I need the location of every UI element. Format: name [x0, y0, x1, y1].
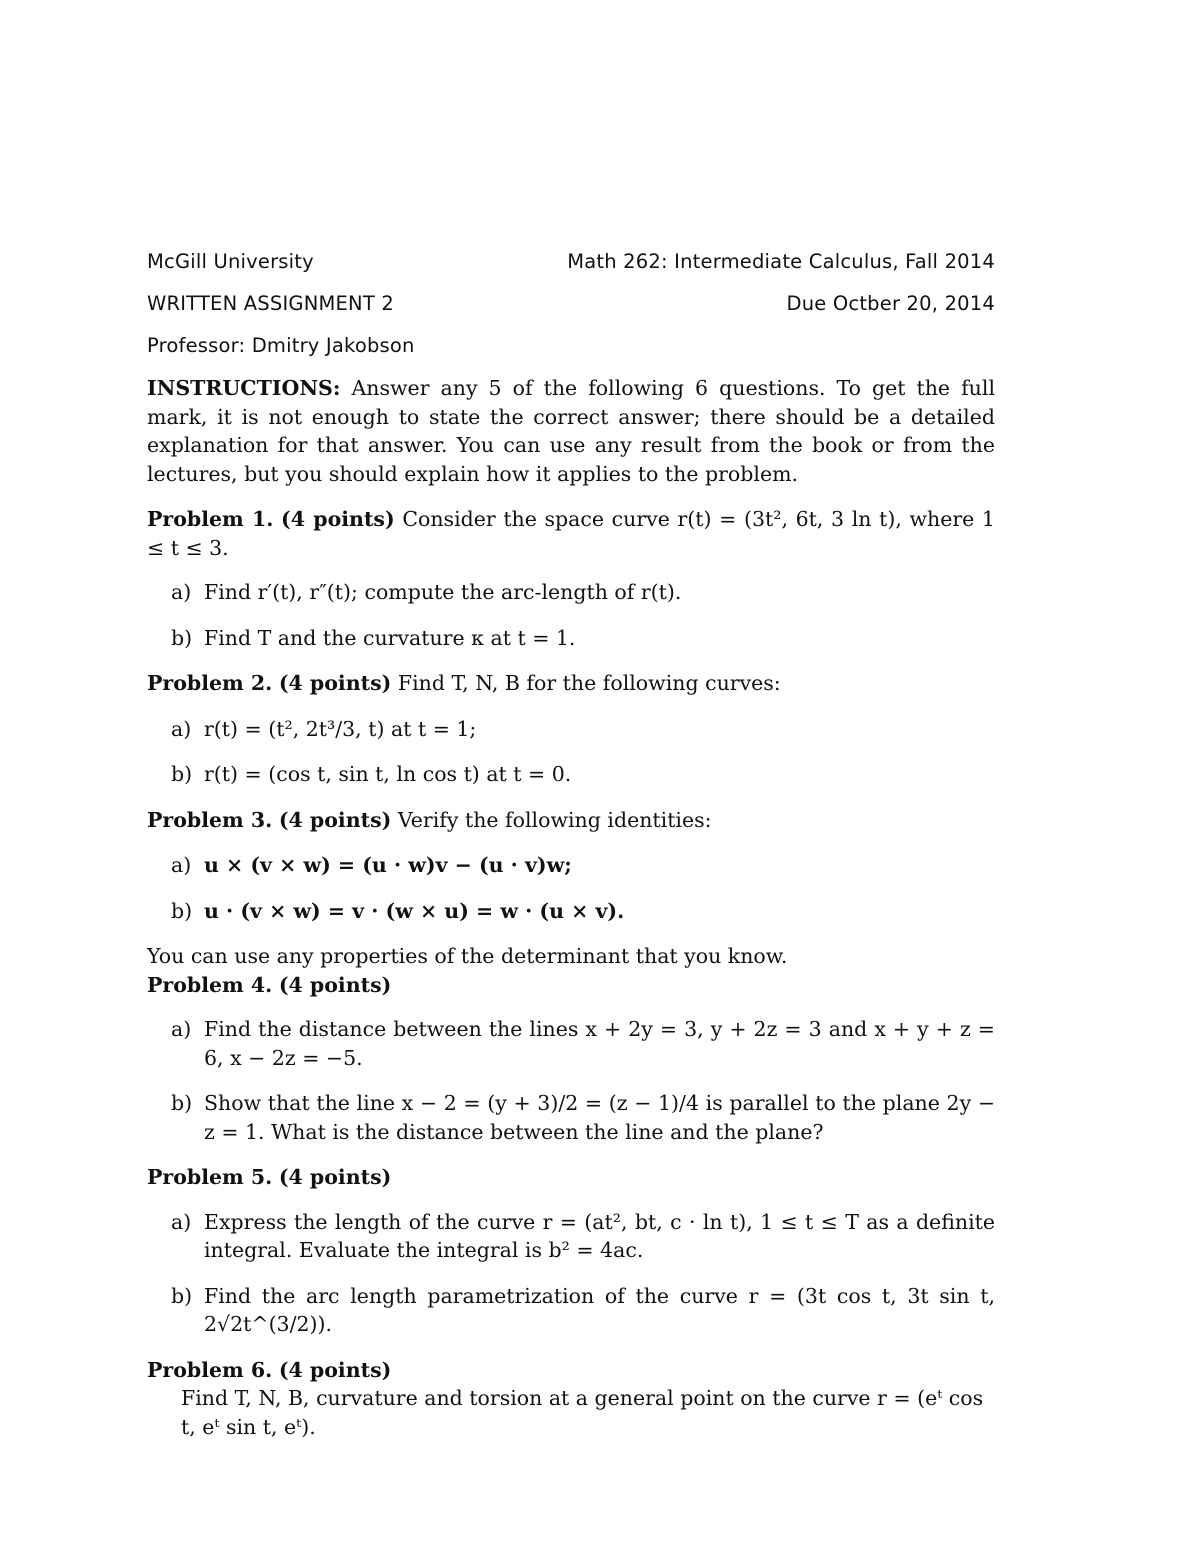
list-item	[147, 624, 995, 653]
assignment-page	[147, 248, 995, 1441]
header-row-3	[147, 332, 995, 360]
problem-4-title: Problem 4.	[147, 972, 273, 997]
assignment-title: WRITTEN ASSIGNMENT 2	[147, 292, 394, 315]
list-item	[147, 897, 995, 926]
list-item	[147, 1089, 995, 1146]
list-item	[147, 851, 995, 880]
item-text: Find r′(t), r″(t); compute the arc-length of r(t).	[204, 580, 682, 604]
list-item	[147, 578, 995, 607]
problem-6	[147, 1356, 995, 1385]
problem-5-title: Problem 5.	[147, 1165, 273, 1189]
item-text: Find the arc length parametrization of the curve r = (3t cos t, 3t sin t, 2√2t^(3/2)).	[204, 1283, 995, 1336]
university-name: McGill University	[147, 250, 314, 273]
problem-5	[147, 1163, 995, 1192]
professor-name: Professor: Dmitry Jakobson	[147, 334, 415, 357]
item-text: r(t) = (cos t, sin t, ln cos t) at t = 0.	[204, 762, 572, 786]
item-text: Show that the line x − 2 = (y + 3)/2 = (z − 1)/4 is parallel to the plane 2y − z = 1. What is the distance between the line and the plane?	[204, 1091, 995, 1144]
item-text: r(t) = (t², 2t³/3, t) at t = 1;	[204, 716, 477, 741]
item-text: u × (v × w) = (u · w)v − (u · v)w;	[204, 853, 572, 877]
instructions-label: INSTRUCTIONS:	[147, 376, 341, 400]
problem-6-statement: Find T, N, B, curvature and torsion at a general point on the curve r = (eᵗ cos t, eᵗ sin t, eᵗ).	[181, 1386, 984, 1439]
item-label: a)	[171, 1209, 192, 1234]
item-label: b)	[171, 1283, 193, 1308]
list-item	[147, 715, 995, 744]
problem-5-items	[147, 1208, 995, 1339]
header-row-2	[147, 290, 995, 318]
item-text: Find the distance between the lines x + 2y = 3, y + 2z = 3 and x + y + z = 6, x − 2z = −5.	[204, 1017, 995, 1070]
problem-3-note: You can use any properties of the determinant that you know.	[147, 944, 788, 968]
problem-4-points: (4 points)	[278, 972, 392, 997]
item-label: a)	[171, 1017, 192, 1041]
list-item	[147, 1208, 995, 1265]
course-title: Math 262: Intermediate Calculus, Fall 2014	[567, 250, 995, 273]
problem-1-statement: Consider the space curve r(t) = (3t², 6t, 3 ln t), where 1 ≤ t ≤ 3.	[147, 507, 995, 560]
item-label: a)	[171, 716, 192, 741]
problem-3-statement: Verify the following identities:	[397, 807, 712, 832]
item-label: a)	[171, 580, 192, 604]
problem-6-points: (4 points)	[278, 1357, 392, 1382]
item-label: b)	[171, 1091, 193, 1115]
problem-3-points: (4 points)	[278, 807, 392, 832]
problem-6-title: Problem 6.	[147, 1357, 273, 1382]
problem-4	[147, 971, 995, 1000]
item-label: b)	[171, 625, 193, 650]
item-text: u · (v × w) = v · (w × u) = w · (u × v).	[204, 898, 625, 923]
problem-2-items	[147, 715, 995, 789]
problem-3	[147, 806, 995, 835]
item-text: Express the length of the curve r = (at², bt, c · ln t), 1 ≤ t ≤ T as a definite integral. Evaluate the integral is b² = 4ac.	[204, 1209, 995, 1262]
instructions-text: Answer any 5 of the following 6 questions. To get the full mark, it is not enough to state the correct answer; there should be a detailed explanation for that answer. You can use any result from the book or from the lectures, but you should explain how it applies to the problem.	[147, 376, 995, 486]
item-label: b)	[171, 898, 193, 923]
instructions	[147, 374, 995, 488]
problem-2-title: Problem 2.	[147, 671, 273, 695]
problem-4-items	[147, 1015, 995, 1146]
item-label: a)	[171, 853, 192, 877]
due-date: Due Octber 20, 2014	[786, 292, 995, 315]
problem-1	[147, 505, 995, 562]
problem-3-items	[147, 851, 995, 925]
problem-2-statement: Find T, N, B for the following curves:	[397, 671, 781, 695]
problem-1-items	[147, 578, 995, 652]
list-item	[147, 1015, 995, 1072]
item-text: Find T and the curvature κ at t = 1.	[204, 625, 576, 650]
problem-5-points: (4 points)	[278, 1165, 392, 1189]
problem-2	[147, 669, 995, 698]
problem-1-points: (4 points)	[281, 507, 395, 531]
list-item	[147, 760, 995, 789]
item-label: b)	[171, 762, 193, 786]
problem-3-title: Problem 3.	[147, 807, 273, 832]
list-item	[147, 1282, 995, 1339]
header-row-1	[147, 248, 995, 276]
problem-1-title: Problem 1.	[147, 507, 274, 531]
problem-2-points: (4 points)	[278, 671, 392, 695]
